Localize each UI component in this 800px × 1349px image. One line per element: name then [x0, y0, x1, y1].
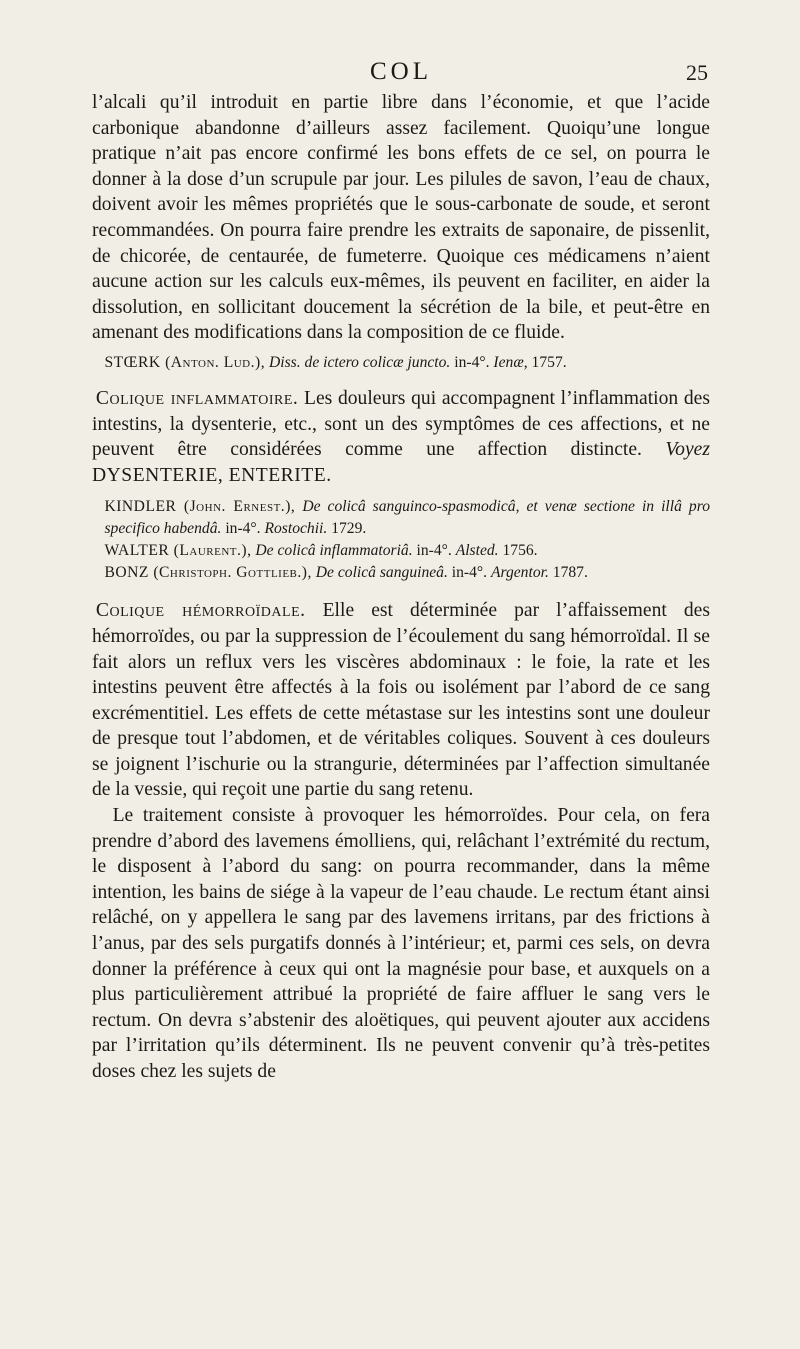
- entry-colique-hemorroidale: [92, 598, 710, 803]
- paragraph-traitement: Le traitement consiste à provoquer les hémorroïdes. Pour cela, on fera prendre d’abord des lavemens émolliens, qui, relâchant l’extrémité du rectum, le disposent à l’abord du sang: on pourra recommander, dans la même intention, les bains de siége à la vapeur de l’eau chaude. Le rectum étant ainsi relâché, on y appellera le sang par des lavemens irritans, par des frictions à l’anus, par des sels purgatifs donnés à l’intérieur; et, parmi ces sels, on devra donner la préférence à ceux qui ont la magnésie pour base, et auxquels on a plus particulièrement attribué la propriété de faire affluer le sang vers le rectum. On devra s’abstenir des aloëtiques, qui peuvent ajouter aux accidens par l’irritation qu’ils déterminent. Ils ne peuvent convenir qu’à très-petites doses chez les sujets de: [92, 805, 710, 1082]
- bibliographic-reference: [92, 540, 710, 562]
- ref-place: Rostochii.: [264, 520, 328, 538]
- ref-format: in-4°.: [451, 564, 488, 582]
- ref-title: De colicâ sanguineâ.: [315, 564, 448, 582]
- ref-title: De colicâ inflammatoriâ.: [255, 542, 413, 560]
- ref-place: Alsted.: [455, 542, 499, 560]
- ref-format: in-4°.: [454, 353, 490, 371]
- reference-list: [92, 496, 710, 584]
- ref-year: 1757.: [531, 353, 567, 371]
- entry-heading: Colique hémorroïdale.: [95, 600, 306, 622]
- paragraph-continuation: l’alcali qu’il introduit en partie libre dans l’économie, et que l’acide carbonique abandonne d’ailleurs assez facilement. Quoiqu’une longue pratique n’ait pas encore confirmé les bons effets de ce sel, on pourra le donner à la dose d’un scrupule par jour. Les pilules de savon, l’eau de chaux, doivent avoir les mêmes propriétés que le sous-carbonate de soude, et seront recommandées. On pourra faire prendre les extraits de saponaire, de pissenlit, de chicorée, de centaurée, de fumeterre. Quoique ces médicamens n’aient aucune action sur les calculs eux-mêmes, ils peuvent en faciliter, en aider la dissolution, en sollicitant doucement la sécrétion de la bile, et peut-être en amenant des modifications dans la composition de ce fluide.: [92, 92, 710, 344]
- entry-colique-inflammatoire: [92, 386, 710, 488]
- bibliographic-reference: [92, 496, 710, 540]
- entry-text: Elle est déterminée par l’affaissement des hémorroïdes, ou par la suppression de l’écoulement du sang hémorroïdal. Il se fait alors un reflux vers les viscères abdominaux : le foie, la rate et les intestins peuvent être affectés à la fois ou isolément par l’abord de ce sang excrémentitiel. Les effets de cette métastase sur les intestins sont une douleur de presque tout l’abdomen, et de véritables coliques. Souvent à ces douleurs se joignent l’ischurie ou la strangurie, déterminées par l’affection simultanée de la vessie, qui reçoit une partie du sang retenu.: [92, 600, 710, 801]
- ref-format: in-4°.: [416, 542, 452, 560]
- ref-place: Argentor.: [490, 564, 549, 582]
- ref-title: De colicâ sanguinco-spasmodicâ, et venæ sectione in illâ pro specifico habendâ.: [104, 498, 710, 538]
- bibliographic-reference: [92, 352, 710, 374]
- cross-reference: DYSENTERIE, ENTERITE.: [92, 464, 332, 486]
- entry-heading: Colique inflammatoire.: [95, 387, 299, 409]
- ref-author: WALTER (Laurent.),: [104, 542, 252, 560]
- ref-title: Diss. de ictero colicæ juncto.: [269, 353, 451, 371]
- ref-author: KINDLER (John. Ernest.),: [104, 498, 296, 516]
- ref-author: STŒRK (Anton. Lud.),: [104, 353, 266, 371]
- running-title: COL: [370, 58, 432, 85]
- bibliographic-reference: [92, 562, 710, 584]
- ref-format: in-4°.: [225, 520, 261, 538]
- ref-place: Ienæ,: [493, 353, 528, 371]
- running-head: [92, 54, 710, 90]
- ref-author: BONZ (Christoph. Gottlieb.),: [104, 564, 312, 582]
- entry-text: Les douleurs qui accompagnent l’inflammation des intestins, la dysenterie, etc., sont un des symptômes de ces affections, et ne peuvent être considérées comme une affection distincte.: [92, 387, 710, 461]
- ref-year: 1729.: [331, 520, 367, 538]
- page-number: 25: [686, 60, 708, 85]
- ref-year: 1756.: [502, 542, 538, 560]
- ref-year: 1787.: [552, 564, 588, 582]
- voyez-label: Voyez: [665, 439, 710, 461]
